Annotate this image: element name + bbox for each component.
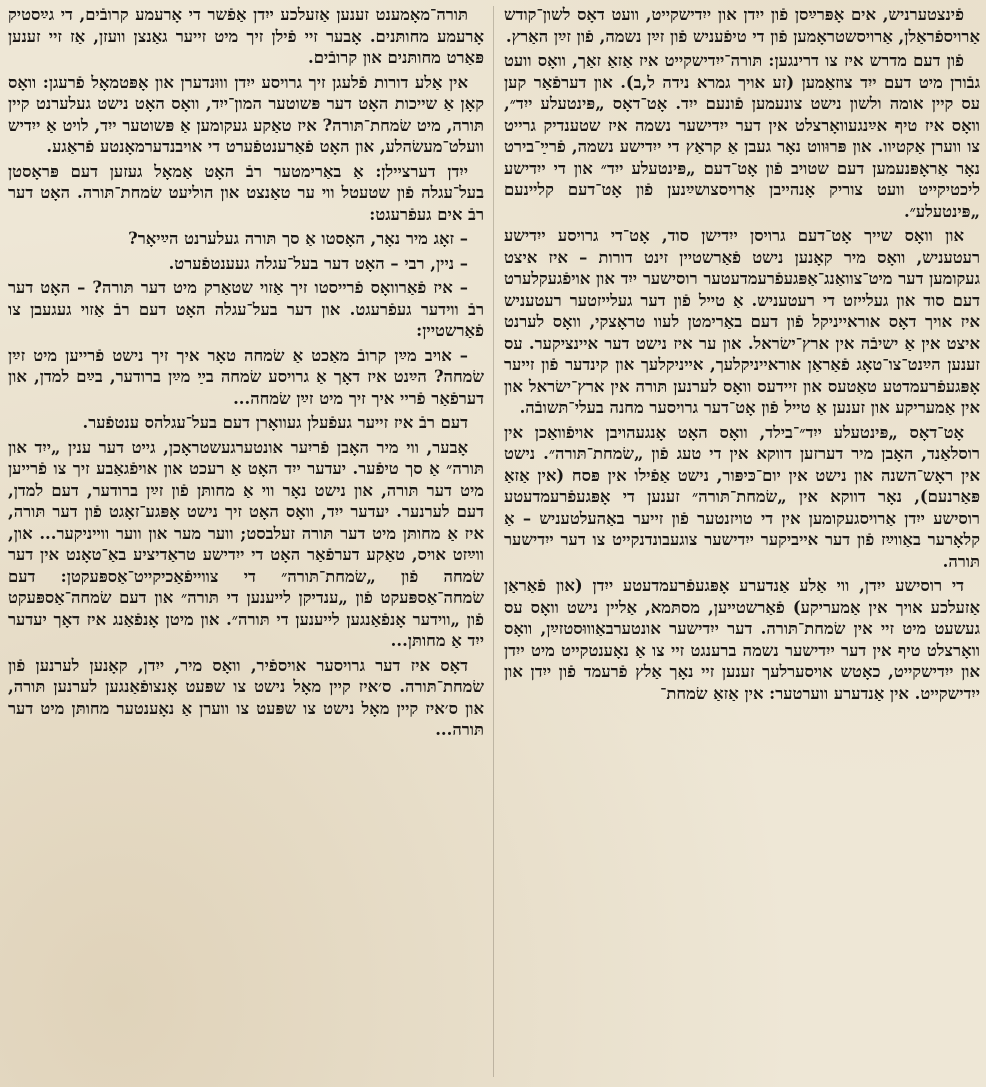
paragraph: אין אַלע דורות פֿלעגן זיך גרויסע ייִדן וווּנדערן און אָפּטמאָל פֿרעגן: וואָס קאָן אַ שייכות האָט דער פּשוטער המון־ייִד, וואָס האָט נישט געלערנט קיין תּורה, מיט שׂמחת־תּורה? איז טאַקע געקומען אַ פּשוטער ייִד, לויט אַ ייִדיש וועלט־מעשׂהלע, און האָט פֿאַרענטפֿערט די אויבנדערמאָנטע פֿראַגע. (8, 72, 484, 156)
paragraph: דעם רבֿ איז זייער געפֿעלן געוואָרן דעם בעל־עגלהס ענטפֿער. (82, 413, 468, 432)
dialogue-line: – ניין, רבי – האָט דער בעל־עגלה געענטפֿערט. (168, 253, 468, 273)
right-column (504, 4, 980, 1081)
paragraph: פֿינצטערניש, אים אָפּרײַסן פֿון ייִדן און ייִדישקייט, וועט דאָס לשון־קודש אַרויספֿראַלן, אַרויסשטראָמען פֿון די טיפֿעניש פֿון זײַן נשמה, פֿון זײַן האַרץ. (504, 5, 980, 46)
paragraph: תּורה־מאָמענט זענען אַזעלכע ייִדן אַפֿשר די אָרעמע קרובֿים, די גײַסטיק אָרעמע מחותּנים. אָבער זיי פֿילן זיך מיט זייער גאַנצן וועזן, אַז זיי זענען פּאַרט מחותּנים און קרובֿים. (8, 5, 484, 67)
paragraph: פֿון דעם מדרש איז צו דרינגען: תּורה־ייִדישקייט איז אַזאַ זאַך, וואָס וועט גבֿורן מיט דעם ייִד צוזאַמען (זע אויך גמרא נידה ל,ב). און דערפֿאַר קען עס קיין אומה ולשון נישט צונעמען פֿונעם ייִד. אָט־דאָס „פּינטעלע ייִד״, וואָס איז טיף אײַנגעוואָרצלט אין דער ייִדישער נשמה איז שטענדיק גרייט צו ווערן אַקטיוו. און פּרוּווט נאָר געבן אַ קראַץ די ייִדישע נשמה, פֿרײַ־בירט נאָר אַראָפּנעמען דעם שטויב פֿון אָט־דעם „פּינטעלע ייִד״ און די ייִדישע ליכטיקייט וועט צוריק אָנהייבן אַרויסצושײַנען פֿון אָט־דעם קליינעם „פּינטעלע״. (504, 51, 980, 221)
left-column (8, 4, 484, 1081)
paragraph: אָט־דאָס „פּינטעלע ייִד״־בילד, וואָס האָט אָנגעהויבן אויפֿוואַכן אין רוסלאַנד, האָבן מיר דערזען דווקא אין די טעג פֿון „שׂמחת־תּורה״. נישט אין ראָש־השנה און נישט אין יום־כּיפּור, נישט אַפֿילו אין פּסח (אין אַזאַ פּאַרנעם), נאָר דווקא אין „שׂמחת־תּורה״ זענען די אָפּגעפֿרעמדעטע רוסישע ייִדן אַרויסגעקומען אין די טויזנטער פֿון זייער באַהעלטעניש – אַ קלאָרער באַווײַז פֿון דער אייביקער ייִדישער צוגעבונדנקייט צו דער ייִדישער תּורה. (504, 422, 980, 571)
dialogue-line: – אויב מײַן קרובֿ מאַכט אַ שׂמחה טאָר איך זיך נישט פֿרייען מיט זײַן שׂמחה? הײַנט איז דאָך אַ גרויסע שׂמחה בײַ מײַן ברודער, בײַם למדן, און דערפֿאַר פֿריי איך זיך מיט זײַן שׂמחה... (8, 345, 484, 408)
paragraph: די רוסישע ייִדן, ווי אַלע אַנדערע אָפּגעפֿרעמדעטע ייִדן (און פֿאַראַן אַזעלכע אויך אין אַמעריקע) פֿאַרשטייען, מסתּמא, אַליין נישט וואָס עס געשעט מיט זיי אין שׂמחת־תּורה. דער ייִדישער אונטערבאַוווּסטזײַן, וואָס וואָרצלט טיף אין דער ייִדישער נשמה ברענגט זיי צו אַ נאָענטקייט מיט ייִדן און ייִדישקייט, כאָטש אויסערלעך זענען זיי נאָך אַלץ פֿרעמד פֿון ייִדן און ייִדישקייט. אין אַנדערע ווערטער: אין אַזאַ שׂמחת־ (504, 576, 980, 703)
paragraph: און וואָס שייך אָט־דעם גרויסן ייִדישן סוד, אָט־די גרויסע ייִדישע רעטעניש, וואָס מיר קאָנען נישט פֿאַרשטיין זינט דורות – איז איצט געקומען דער מיט־צוואַנג־אַפּגעפֿרעמדעטער רוסישער ייִד און אויפֿגעקלערט דעם סוד און געלייזט די רעטעניש. אַ טייל פֿון דער געלייזטער רעטעניש איז אויך דאָס אוראייניקל פֿון דעם באַרימטן לעוו טראָצקי, וואָס לערנט איצט אין אַ ישיבֿה אין ארץ־ישׂראל. און ער איז נישט דער איינציקער. עס זענען הײַנט־צו־טאָג פֿאַראַן אוראייניקלעך, אייניקלעך און קינדער פֿון זייער אָפּגעפֿרעמדטע טאַטעס און זיידעס וואָס לערנען תּורה אין ארץ־ישׂראל און אין אַמעריקע און זענען אַ טייל פֿון אָט־דער גרויסער מחנה בעלי־תּשובֿה. (504, 226, 980, 417)
dialogue-line: – איז פֿאַרוואָס פֿרייסטו זיך אַזוי שטאַרק מיט דער תּורה? – האָט דער רבֿ ווידער געפֿרעגט. און דער בעל־עגלה האָט דעם רבֿ אַזוי געגעבן צו פֿאַרשטיין: (8, 278, 484, 340)
paragraph: דאָס איז דער גרויסער אויספֿיר, וואָס מיר, ייִדן, קאָנען לערנען פֿון שׂמחת־תּורה. ס׳איז קיין מאָל נישט צו שפּעט אָנצופֿאַנגען לערנען תּורה, און ס׳איז קיין מאָל נישט צו שפּעט צו ווערן אַ נאָענטער מחותּן מיט דער תּורה... (8, 655, 484, 739)
dialogue-line: – זאָג מיר נאָר, האָסטו אַ סך תּורה געלערנט הײַיאָר? (128, 229, 468, 248)
paragraph: ייִדן דערציילן: אַ באַרימטער רבֿ האָט אַמאָל געזען דעם פּראָסטן בעל־עגלה פֿון שטעטל ווי ער טאַנצט און הוליעט שׂמחת־תּורה. האָט דער רבֿ אים געפֿרעגט: (8, 161, 484, 224)
paragraph: אָבער, ווי מיר האָבן פֿריִער אונטערגעשטראָכן, גייט דער ענין „ייִד און תּורה״ אַ סך טיפֿער. יעדער ייִד האָט אַ רעכט און אויפֿגאַבע זיך צו פֿרייען מיט דער תּורה, און נישט נאָר ווי אַ מחותּן פֿון זײַן ברודער, דעם למדן, דעם לערנער. יעדער ייִד, וואָס האָט זיך נישט אָפּגע־זאָגט פֿון דער תּורה, איז אַ מחותּן מיט דער תּורה זעלבסט; ווער מער און ווער ווייניקער... און, ווײַזט אויס, טאַקע דערפֿאַר האָט די ייִדישע טראַדיציע באַ־טאָנט אין דער שׂמחה פֿון „שׂמחת־תּורה״ די צווייפֿאַכיקייט־אַספּעקטן: דעם שׂמחה־אַספּעקט פֿון „ענדיקן לייענען די תּורה״ און דעם שׂמחה־אַספּעקט פֿון „ווידער אָנפֿאַנגען לייענען די תּורה״. און מיטן אָנפֿאַנג איז דאָך יעדער ייִד אַ מחותּן... (8, 437, 484, 650)
